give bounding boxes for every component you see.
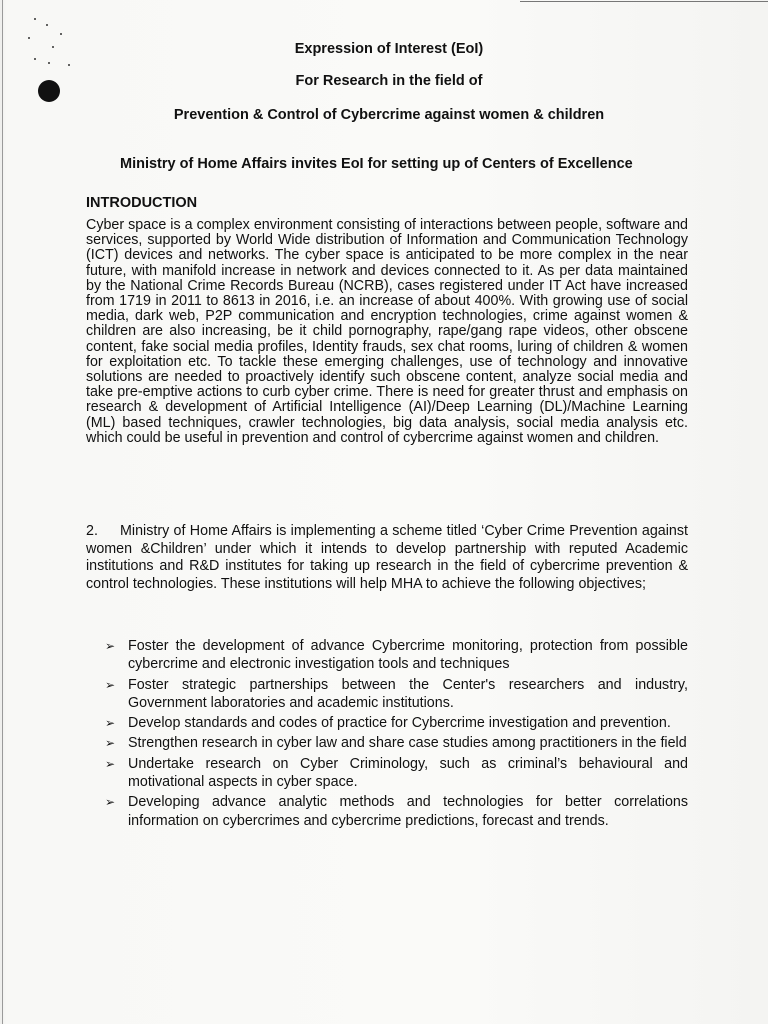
intro-paragraph: Cyber space is a complex environment consisting of interactions between people, software and services, supported by World Wide distribution of Information and Communication Technology (ICT) devices and networks. The cyber space is anticipated to be more complex in the near future, with manifold increase in network and devices connected to it. As per data maintained by the National Crime Records Bureau (NCRB), cases registered under IT Act have increased from 1719 in 2011 to 8613 in 2016, i.e. an increase of about 400%. With growing use of social media, dark web, P2P communication and encryption technologies, crime against women & children are also increasing, be it child pornography, rape/gang rape videos, other obscene content, fake social media profiles, Identity frauds, sex chat rooms, luring of children & women for exploitation etc. To tackle these emerging challenges, use of technology and innovative solutions are needed to proactively identify such obscene content, analyze social media and take pre-emptive actions to curb cyber crime. There is need for greater thrust and emphasis on research & development of Artificial Intelligence (AI)/Deep Learning (DL)/Machine Learning (ML) based techniques, crawler technologies, big data analysis, social media analysis etc. which could be useful in prevention and control of cybercrime against women and children. (86, 217, 688, 446)
objective-text: Develop standards and codes of practice for Cybercrime investigation and prevention. (128, 715, 671, 732)
list-item (105, 676, 688, 713)
scan-speck (28, 37, 30, 39)
scan-speck (46, 24, 48, 26)
scan-speck (60, 33, 62, 35)
arrowhead-bullet-icon: ➢ (105, 736, 116, 751)
objective-text: Strengthen research in cyber law and share case studies among practitioners in the field (128, 735, 687, 752)
paragraph-2 (86, 523, 688, 593)
paragraph-number: 2. (86, 523, 98, 539)
list-item (105, 714, 688, 732)
arrowhead-bullet-icon: ➢ (105, 756, 116, 771)
scan-speck (48, 62, 50, 64)
title-line-2: For Research in the field of (295, 73, 483, 89)
scan-left-edge (2, 0, 3, 1024)
objective-text: Foster the development of advance Cybercrime monitoring, protection from possible cybercrime and electronic investigation tools and techniques (128, 638, 688, 673)
list-item (105, 637, 688, 674)
objectives-list (105, 637, 688, 832)
arrowhead-bullet-icon: ➢ (105, 795, 116, 810)
title-line-3: Prevention & Control of Cybercrime against women & children (173, 107, 605, 123)
scan-speck (68, 64, 70, 66)
list-item (105, 734, 688, 752)
objective-text: Undertake research on Cyber Criminology, such as criminal’s behavioural and motivational aspects in cyber space. (128, 755, 688, 791)
subtitle: Ministry of Home Affairs invites EoI for setting up of Centers of Excellence (120, 156, 633, 172)
paragraph-2-text: Ministry of Home Affairs is implementing a scheme titled ‘Cyber Crime Prevention against women &Children’ under which it intends to develop partnership with reputed Academic institutions and R&D institutes for taking up research in the field of cybercrime prevention & control technologies. These institutions will help MHA to achieve the following objectives; (86, 523, 688, 592)
scan-speck (34, 18, 36, 20)
scan-speck (34, 58, 36, 60)
list-item (105, 793, 688, 830)
title-line-1: Expression of Interest (EoI) (294, 41, 484, 57)
scan-top-edge (520, 1, 768, 2)
section-heading: INTRODUCTION (86, 195, 198, 211)
arrowhead-bullet-icon: ➢ (105, 716, 116, 731)
objective-text: Developing advance analytic methods and technologies for better correlations information on cybercrimes and cybercrime predictions, forecast and trends. (128, 794, 688, 829)
arrowhead-bullet-icon: ➢ (105, 677, 116, 692)
objective-text: Foster strategic partnerships between the Center's researchers and industry, Government laboratories and academic institutions. (128, 676, 688, 711)
arrowhead-bullet-icon: ➢ (105, 639, 116, 653)
list-item (105, 755, 688, 792)
